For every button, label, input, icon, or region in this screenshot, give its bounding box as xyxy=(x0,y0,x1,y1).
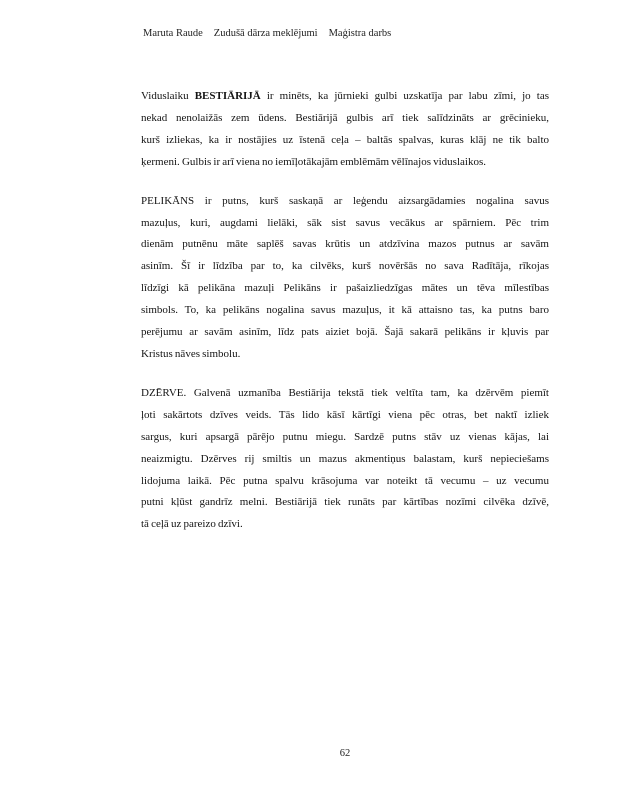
text-line xyxy=(141,405,549,427)
text-line xyxy=(141,383,549,405)
text-line xyxy=(141,213,549,235)
text-run: lidojuma laikā. Pēc putna spalvu krāsojuma var noteikt tā vecumu – uz vecumu xyxy=(141,474,549,487)
text-line xyxy=(141,514,549,536)
text-line xyxy=(141,152,549,174)
text-line xyxy=(141,234,549,256)
text-run: asinīm. Šī ir līdzība par to, ka cilvēks, kurš novēršās no sava Radītāja, rīkojas xyxy=(141,260,549,273)
text-line xyxy=(141,322,549,344)
header-author: Maruta Raude xyxy=(143,28,203,39)
text-run: nekad nenolaižās zem ūdens. Bestiārijā gulbis arī tiek salīdzināts ar grēcinieku, xyxy=(141,111,549,124)
header-work-type: Maģistra darbs xyxy=(328,28,392,39)
text-run: putni kļūst gandrīz melni. Bestiārijā tiek runāts par kārtības nozīmi cilvēka dzīvē, xyxy=(141,496,549,509)
page-number: 62 xyxy=(339,748,351,759)
running-header xyxy=(143,28,391,39)
text-line xyxy=(141,86,549,108)
text-line xyxy=(141,130,549,152)
header-title: Zudušā dārza meklējumi xyxy=(213,28,318,39)
paragraph xyxy=(141,86,549,174)
text-line xyxy=(141,191,549,213)
text-run: simbols. To, ka pelikāns nogalina savus mazuļus, it kā attaisno tas, ka putns baro xyxy=(141,304,549,317)
text-run: mazuļus, kuri, augdami lielāki, sāk sist savus vecākus ar spārniem. Pēc trim xyxy=(141,216,549,229)
text-run: PELIKĀNS ir putns, kurš saskaņā ar leģendu aizsargādamies nogalina savus xyxy=(141,194,549,207)
text-run: sargus, kuri apsargā pārējo putnu miegu. Sardzē putns stāv uz vienas kājas, lai xyxy=(141,430,549,443)
text-line xyxy=(141,492,549,514)
text-run: neaizmigtu. Dzērves rij smiltis un mazus akmentiņus balastam, kurš nepieciešams xyxy=(141,452,549,465)
text-line xyxy=(141,471,549,493)
paragraph xyxy=(141,191,549,366)
text-run: Viduslaiku xyxy=(141,90,195,102)
text-run: ir minēts, ka jūrnieki gulbi uzskatīja par labu zīmi, jo tas xyxy=(260,90,549,102)
text-run: tā ceļā uz pareizo dzīvi. xyxy=(141,518,243,531)
text-run: ķermeni. Gulbis ir arī viena no iemīļotākajām emblēmām vēlīnajos viduslaikos. xyxy=(141,155,486,168)
text-line xyxy=(141,344,549,366)
text-line xyxy=(141,278,549,300)
text-line xyxy=(141,108,549,130)
emphasized-term: BESTIĀRIJĀ xyxy=(194,90,261,102)
text-run: Kristus nāves simbolu. xyxy=(141,347,241,360)
text-run: dienām putnēnu māte saplēš savas krūtis un atdzīvina mazos putnus ar savām xyxy=(141,238,549,251)
document-body xyxy=(141,86,549,553)
page-footer xyxy=(141,748,549,759)
text-run: kurš izliekas, ka ir nostājies uz īstenā ceļa – baltās spalvas, kuras klāj ne tik balto xyxy=(141,133,549,146)
text-run: ļoti sakārtots dzīves veids. Tās lido kāsī kārtīgi viena pēc otras, bet naktī izliek xyxy=(141,408,549,421)
text-run: DZĒRVE. Galvenā uzmanība Bestiārija tekstā tiek veltīta tam, ka dzērvēm piemīt xyxy=(141,386,549,399)
text-line xyxy=(141,300,549,322)
text-run: līdzīgi kā pelikāna mazuļi Pelikāns ir pašaizliedzīgas mātes un tēva mīlestības xyxy=(141,282,549,295)
text-line xyxy=(141,256,549,278)
paragraph xyxy=(141,383,549,536)
text-run: perējumu ar savām asinīm, līdz pats aiziet bojā. Šajā sakarā pelikāns ir kļuvis par xyxy=(141,326,549,339)
text-line xyxy=(141,449,549,471)
text-line xyxy=(141,427,549,449)
